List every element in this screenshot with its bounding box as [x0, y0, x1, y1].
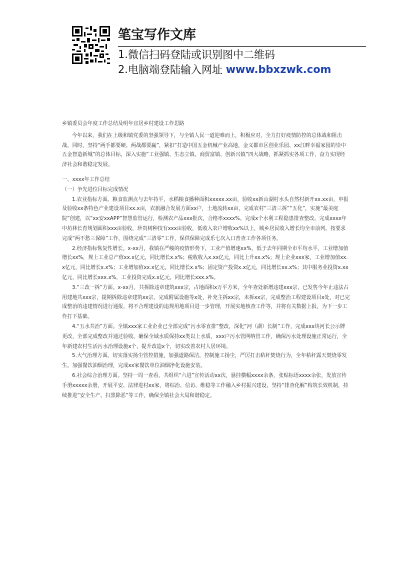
paragraph-economy: 2.经济指标恢复性增长。x-xx月，我镇在严峻的疫情形势下，工业产值增速xx%，低于去年同期全市平均水平，工业增加值增长xx%，规上工业总产值xx.x亿元，同比增长x.x%；税收收入x.xx亿元，同比上升xx.x%；规上企业xxx家，工业增加值xx.x亿元，同比增长x.x%；工业增加值xx.x亿元，同比增长x.x%；固定资产投资x.x亿元，同比增长xx.x%；其中服务业投资x.xx亿元，同比增长xxx.x%，工业投资完成x.x亿元，同比增长xxx.x%。: [62, 245, 349, 281]
paragraph-water: 4.“五水共治”方面。全镇xxx家工业企业已全部完成“污水零直排”整改，深化“河（湖）长制”工作，完成xxx块河长公示牌更改，全部完成整改并通过验收。确保全域水质保持xx类以上水质，xxx户污水管网纳管工作，确保污水处理设施正常运行，全年新建农村生活污水治理设施x个，提升改造x个，切实改善农村人居环境。: [62, 323, 348, 350]
website-link[interactable]: www.bbxzwk.com: [225, 64, 332, 76]
web-login-instruction: [118, 64, 331, 77]
library-brand: 笔宝写作文库: [118, 28, 197, 43]
intro-paragraph: 今年以来，我们在上级和镇党委的坚强领导下，与全镇人民一道迎难而上，积极应对，全力打好疫情防控的总体战和阻击战。同时，坚持“两手都要硬、两战都要赢”，紧扣“打造中国五金机械产业高地，金义都市区创业乐园、xx江畔幸福家园的崇中五金智造新城”的总体目标，深入实施“工业强镇、生态立镇、商贸富镇、创新兴镇”四大战略，抓紧抓实各项工作，奋力实现经济社会和谐稳定发展。: [62, 132, 346, 169]
qr-code-icon: [72, 26, 110, 64]
library-header: [72, 26, 362, 94]
header-divider: [118, 46, 366, 47]
web-login-prefix: 2.电脑端登陆输入网址: [118, 64, 226, 76]
document-title: 乡镇委员会年度工作总结及明年宜居乡村建设工作思路: [62, 121, 185, 127]
subsection-heading: （一）争先进位目标完成情况: [62, 186, 129, 193]
paragraph-social: 6.社会综合治理方面。坚持一周一查看，共组织“六进”宣传活动xx次，悬挂横幅xxxx余条，张贴标语xxxx余张，发放宣传手册xxxxx余册，开展平安、法律进村xx家，将综治、信访、维稳等工作融入乡村振兴建设，坚持“排查化解”构筑长效机制，持续推进“安全生产、扫黑除恶”等工作，确保全镇社会大局和谐稳定。: [62, 372, 349, 399]
wechat-login-instruction: 1.微信扫码登陆或识别图中二维码: [118, 49, 276, 61]
paragraph-agriculture: 1.农业指标方面。粮食监测点与去年持平，水稻粮食播种面积xxxxx.xx亩，验收xx新山湖村水头自然村新开xx.xx亩，申报及验收xx条特色产业建设项目xx.x亩，农旅融合发展方面xx户，土地流转xx亩，完成农村“三清三拆”“五化”，实施“最美庭院”创建，以“xx安xxAPP”智慧监管运行，检测农产品xxx批次，合格率xxxx%。完成x个水利工程隐患排查整改。完成xxxx年中坊林长育规划面积xxx亩验收，珍贵树种技有xxx亩验收，低收入农户增收xx%以上，城乡居民收入增长均全市前列。按要求完成“两不愁三保障”工作，围绕完成“三清零”工作，保供保障完成乐七次入口普查工作各项任务。: [62, 196, 349, 242]
paragraph-air: 5.大气治理方面。切实落实扬尘管控措施，加强道路保洁，控制施工扬尘，严厉打击秸秆焚烧行为，全年秸秆露天焚烧零发生。加强餐饮油烟治理，完成xx家餐饮单位油烟净化设施安装。: [62, 353, 347, 370]
paragraph-demolition: 3.“三改一拆”方面。x-xx月，共拆除违章建筑xxx宗，占地面积x万平方米，全年查处新增违建xxx宗，已发售今年止违法占用建地共xxx宗，提期拆除违章建筑xx宗，完成附属设施等x处，补充主拆xx宗，未拆xx宗，完成整治工程建设项目x处，对已完成整治的违建情况进行通报，将不合理建设的违规用地项目进一步管理，开展实地核查工作等，并将有关数据上报，为下一步工作打下基础。: [62, 284, 350, 321]
document-body: [62, 120, 350, 401]
section-heading: 一、xxxx年工作总结: [62, 176, 110, 183]
